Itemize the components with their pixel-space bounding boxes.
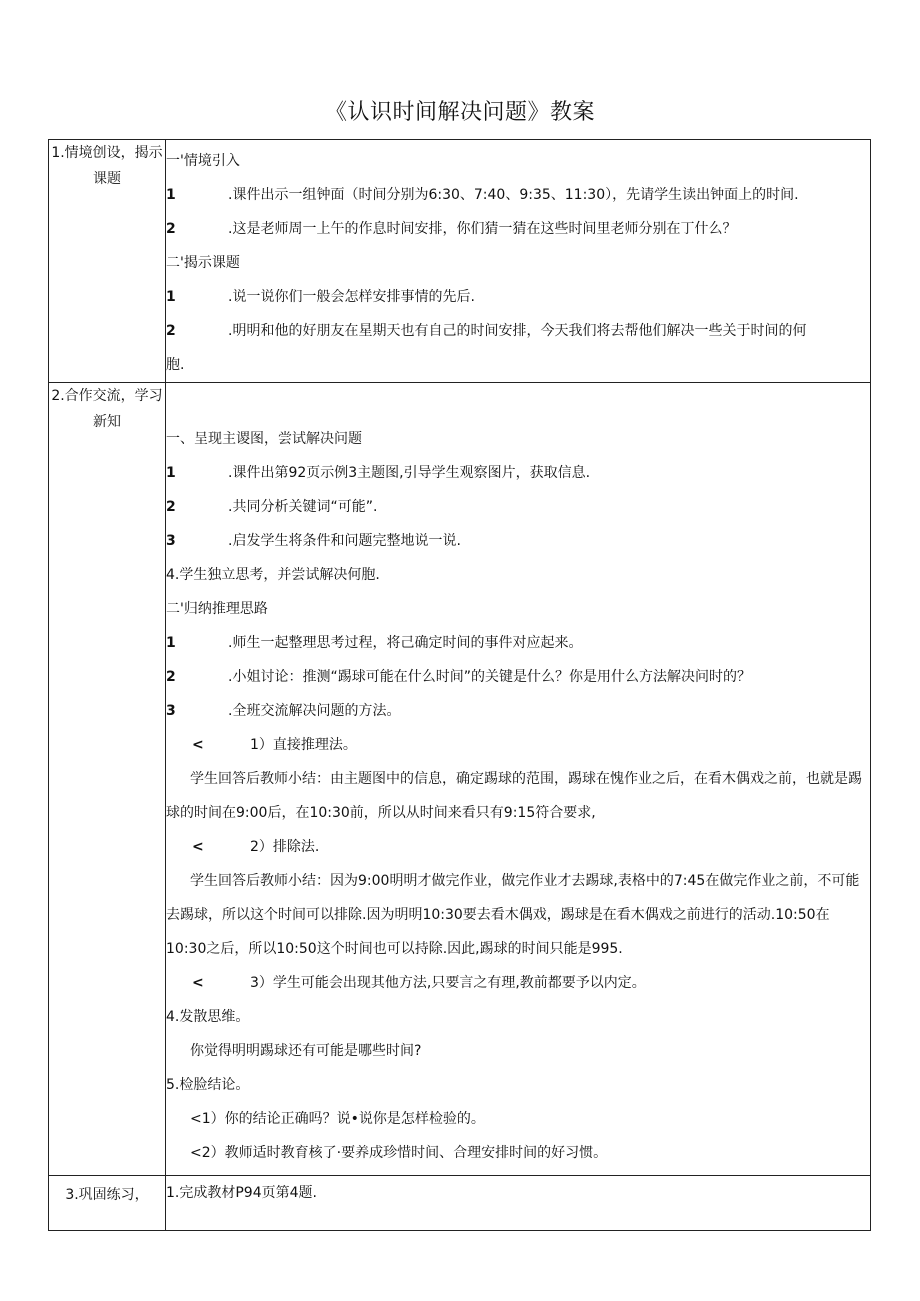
item-number: 3: [166, 703, 176, 719]
list-item: [166, 524, 870, 558]
list-item: [166, 626, 870, 660]
row-content: [166, 383, 871, 1176]
summary-paragraph: 学生回答后教师小结：由主题图中的信息，确定踢球的范围，踢球在愧作业之后，在看木偶戏之前，也就是踢球的时间在9:00后，在10:30前，所以从时间来看只有9:15符合要求,: [166, 771, 862, 821]
list-item: 5.检脸结论。: [166, 1077, 250, 1093]
item-text: 你觉得明明踢球还有可能是哪些时间?: [190, 1043, 422, 1059]
table-row: [49, 140, 871, 383]
section-heading: 一'情境引入: [166, 153, 240, 169]
page-title: 《认识时间解决问题》教案: [324, 100, 595, 125]
item-text: .明明和他的好朋友在星期天也有自己的时间安排，今天我们将去帮他们解决一些关于时间的何: [228, 323, 807, 339]
row-label: 3.巩固练习，: [49, 1176, 166, 1231]
item-marker: <: [192, 975, 204, 991]
item-text: .师生一起整理思考过程，将己确定时间的事件对应起来。: [228, 635, 583, 651]
row-label: 1.情境创设，揭示课题: [49, 140, 166, 383]
lesson-plan-table: [48, 139, 871, 1231]
item-text: 3）学生可能会出现其他方法,只要言之有理,教前都要予以内定。: [250, 975, 646, 991]
item-text: <1）你的结论正确吗？说•说你是怎样检验的。: [190, 1111, 485, 1127]
item-text: .课件出第92页示例3主题图,引导学生观察图片，获取信息.: [228, 465, 591, 481]
list-item: [166, 490, 870, 524]
method-item: [166, 728, 870, 762]
item-number: 1: [166, 635, 176, 651]
item-text: .这是老师周一上午的作息时间安排，你们猜一猜在这些时间里老师分别在丁什么？: [228, 221, 737, 237]
section-heading: 二'归纳推理思路: [166, 601, 268, 617]
item-text: .说一说你们一般会怎样安排事情的先后.: [228, 289, 475, 305]
list-item: [166, 280, 870, 314]
list-item: [166, 314, 870, 348]
item-text: .全班交流解决问题的方法。: [228, 703, 401, 719]
item-number: 1: [166, 289, 176, 305]
item-number: 2: [166, 669, 176, 685]
list-item: [166, 660, 870, 694]
list-item: [166, 212, 870, 246]
item-text: .共同分析关键词“可能”.: [228, 499, 378, 515]
row-label: 2.合作交流，学习新知: [49, 383, 166, 1176]
list-item: [166, 178, 870, 212]
item-text: 2）排除法.: [250, 839, 320, 855]
list-item: [166, 694, 870, 728]
list-item: 1.完成教材P94页第4题.: [166, 1185, 317, 1201]
item-continuation: 胞.: [166, 357, 185, 373]
item-number: 1: [166, 465, 176, 481]
method-item: [166, 830, 870, 864]
section-heading: 二'揭示课题: [166, 255, 240, 271]
list-item: [166, 456, 870, 490]
row-content: [166, 140, 871, 383]
item-marker: <: [192, 737, 204, 753]
item-number: 3: [166, 533, 176, 549]
list-item: 4.发散思维。: [166, 1009, 250, 1025]
table-row: [49, 383, 871, 1176]
summary-paragraph: 学生回答后教师小结：因为9:00明明才做完作业，做完作业才去踢球,表格中的7:45在做完作业之前，不可能去踢球，所以这个时间可以排除.因为明明10:30要去看木偶戏，踢球是在看木偶戏之前进行的活动.10:50在10:30之后，所以10:50这个时间也可以持除.因此,踢球的时间只能是995.: [166, 873, 860, 957]
list-item: 4.学生独立思考，并尝试解决何胞.: [166, 567, 380, 583]
section-heading: 一、呈现主谡图，尝试解决问题: [166, 431, 362, 447]
item-text: .课件出示一组钟面（时间分别为6:30、7:40、9:35、11:30），先请学生读出钟面上的时间.: [228, 187, 799, 203]
item-text: <2）教师适时教育核了·要养成珍惜时间、合理安排时间的好习惯。: [190, 1145, 608, 1161]
item-number: 2: [166, 323, 176, 339]
item-text: .启发学生将条件和问题完整地说一说.: [228, 533, 461, 549]
item-number: 2: [166, 221, 176, 237]
item-number: 1: [166, 187, 176, 203]
row-content: [166, 1176, 871, 1231]
item-text: 1）直接推理法。: [250, 737, 357, 753]
item-marker: <: [192, 839, 204, 855]
item-number: 2: [166, 499, 176, 515]
table-row: [49, 1176, 871, 1231]
item-text: .小姐讨论：推测“踢球可能在什么时间”的关键是什么？你是用什么方法解决问时的？: [228, 669, 751, 685]
method-item: [166, 966, 870, 1000]
